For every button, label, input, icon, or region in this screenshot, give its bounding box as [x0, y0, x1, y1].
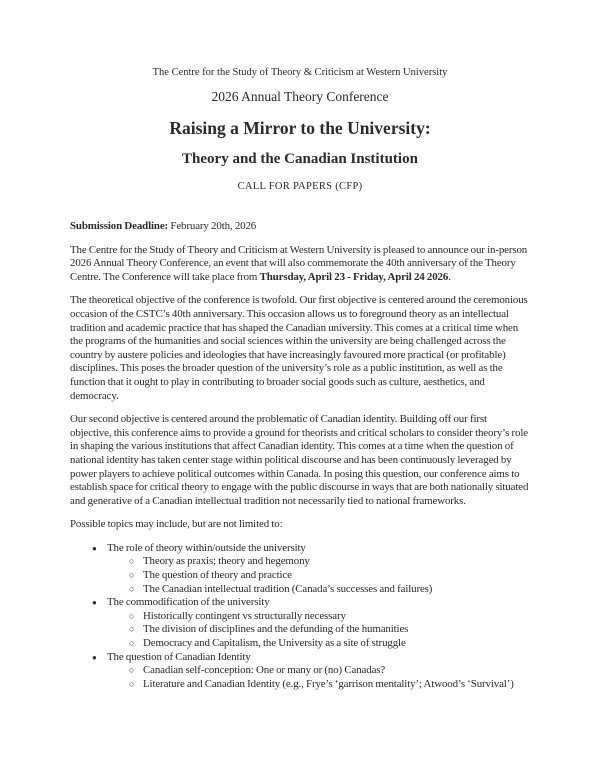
- conference-dates: Thursday, April 23 - Friday, April 24 2026: [259, 270, 449, 283]
- org-line: The Centre for the Study of Theory & Criticism at Western University: [152, 67, 448, 78]
- cfp-line: CALL FOR PAPERS (CFP): [237, 181, 363, 192]
- subtopic-label: Literature and Canadian Identity (e.g., Frye’s ‘garrison mentality’; Atwood’s ‘Survival’): [143, 677, 514, 690]
- subtopic-item: [70, 610, 530, 624]
- paragraph-first-objective: The theoretical objective of the conference is twofold. Our first objective is centered around the ceremonious occasion of the CSTC’s 40th anniversary. This occasion allows us to foreground theory as an intellectual tradition and academic practice that has shaped the Canadian university. This comes at a critical time when the programs of the humanities and social sciences within the university are being challenged across the country by austere policies and ideologies that have increasingly favoured more practical (or profitable) disciplines. This poses the broader question of the university’s role as a public institution, as well as the function that it ought to play in contributing to broader social goods such as culture, aesthetics, and democracy.: [70, 294, 528, 402]
- bullet-hollow-icon: ○: [129, 678, 135, 689]
- topic-label: The role of theory within/outside the university: [107, 541, 306, 554]
- document-subtitle: Theory and the Canadian Institution: [182, 151, 418, 167]
- subtopic-item: [70, 555, 530, 569]
- topic-label: The commodification of the university: [107, 596, 270, 609]
- bullet-hollow-icon: ○: [129, 556, 135, 567]
- conference-line: 2026 Annual Theory Conference: [211, 89, 389, 104]
- subtopic-label: Historically contingent vs structurally necessary: [143, 609, 346, 622]
- bullet-filled-icon: ●: [92, 598, 97, 608]
- bullet-filled-icon: ●: [92, 543, 97, 553]
- subtopic-item: [70, 637, 530, 651]
- bullet-hollow-icon: ○: [129, 583, 135, 594]
- bullet-hollow-icon: ○: [129, 624, 135, 635]
- subtopic-label: The question of theory and practice: [143, 569, 292, 582]
- topic-label: The question of Canadian Identity: [107, 650, 251, 663]
- submission-deadline-line: [70, 220, 530, 234]
- bullet-hollow-icon: ○: [129, 638, 135, 649]
- bullet-hollow-icon: ○: [129, 665, 135, 676]
- subtopic-label: Democracy and Capitalism, the University as a site of struggle: [143, 637, 406, 650]
- deadline-label: Submission Deadline:: [70, 220, 169, 232]
- topics-list: [70, 542, 530, 692]
- document-header: [70, 66, 530, 193]
- subtopic-label: The division of disciplines and the defunding of the humanities: [143, 623, 409, 636]
- topics-intro: Possible topics may include, but are not limited to:: [70, 518, 283, 531]
- announcement-period: .: [448, 270, 451, 283]
- bullet-hollow-icon: ○: [129, 610, 135, 621]
- topic-item: [70, 542, 530, 556]
- subtopic-item: [70, 664, 530, 678]
- subtopic-label: The Canadian intellectual tradition (Canada’s successes and failures): [143, 582, 433, 595]
- topic-item: [70, 596, 530, 610]
- deadline-value: February 20th, 2026: [170, 220, 257, 232]
- announcement-text: The Centre for the Study of Theory and Criticism at Western University is pleased to announce our in-person 2026 Annual Theory Conference, an event that will also commemorate the 40th anniversary of the Theory Centre. The Conference will take place from: [70, 243, 528, 283]
- subtopic-item: [70, 569, 530, 583]
- paragraph-second-objective: Our second objective is centered around the problematic of Canadian identity. Building off our first objective, this conference aims to provide a ground for theorists and critical scholars to consider theory’s role in shaping the various institutions that affect Canadian identity. This comes at a time when the question of national identity has taken center stage within political discourse and has been continuously leveraged by power players to achieve political outcomes within Canada. In posing this question, our conference aims to establish space for critical theory to engage with the public discourse in ways that are both nationally situated and generative of a Canadian intellectual tradition not necessarily tied to national frameworks.: [70, 413, 529, 507]
- document-title: Raising a Mirror to the University:: [169, 118, 431, 138]
- subtopic-item: [70, 623, 530, 637]
- bullet-hollow-icon: ○: [129, 570, 135, 581]
- bullet-filled-icon: ●: [92, 652, 97, 662]
- subtopic-label: Canadian self-conception: One or many or (no) Canadas?: [143, 664, 386, 677]
- subtopic-item: [70, 583, 530, 597]
- paragraph-announcement: [70, 244, 530, 285]
- topic-item: [70, 651, 530, 665]
- subtopic-item: [70, 678, 530, 692]
- subtopic-label: Theory as praxis; theory and hegemony: [143, 555, 310, 568]
- document-body: [70, 220, 530, 691]
